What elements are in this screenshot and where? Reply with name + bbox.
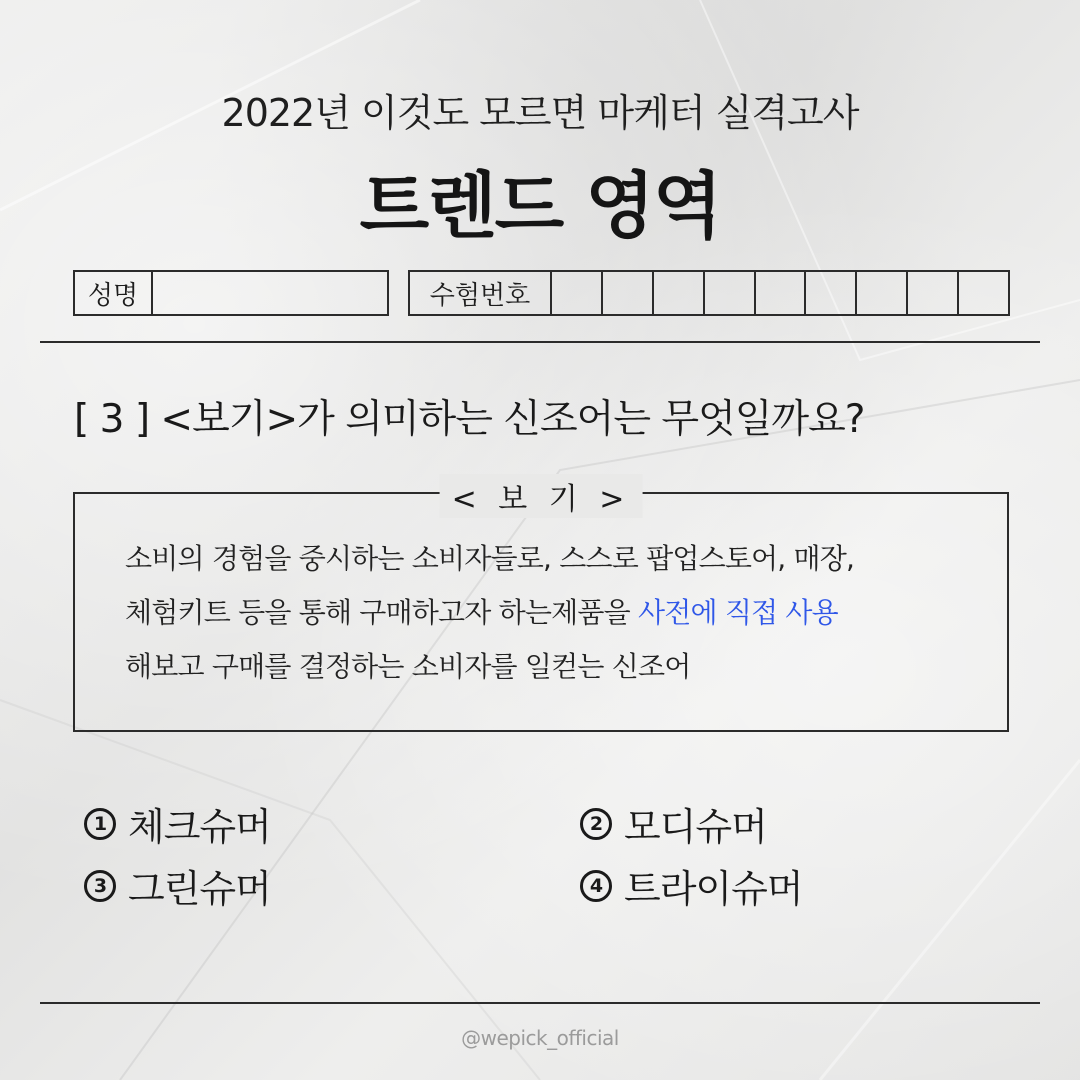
example-box bbox=[73, 482, 1009, 732]
example-highlight: 사전에 직접 사용 bbox=[637, 596, 838, 629]
choice-4[interactable] bbox=[580, 858, 803, 913]
exam-number-label: 수험번호 bbox=[410, 272, 552, 314]
bottom-divider bbox=[40, 1002, 1040, 1004]
question-text: [ 3 ] <보기>가 의미하는 신조어는 무엇일까요? bbox=[74, 397, 865, 442]
circled-number-icon: 3 bbox=[84, 870, 116, 902]
top-divider bbox=[40, 341, 1040, 343]
circled-number-icon: 1 bbox=[84, 808, 116, 840]
watermark: @wepick_official bbox=[461, 1026, 619, 1050]
exam-number-field bbox=[408, 270, 1010, 316]
exam-number-cell bbox=[908, 272, 959, 314]
choice-1[interactable] bbox=[84, 796, 271, 851]
circled-number-icon: 4 bbox=[580, 870, 612, 902]
example-line-3: 해보고 구매를 결정하는 소비자를 일컫는 신조어 bbox=[125, 650, 691, 683]
example-box-text bbox=[125, 532, 975, 694]
exam-number-cell bbox=[959, 272, 1008, 314]
page-subtitle: 2022년 이것도 모르면 마케터 실격고사 bbox=[221, 91, 859, 135]
exam-number-cell bbox=[705, 272, 756, 314]
exam-number-cell bbox=[806, 272, 857, 314]
choice-label: 모디슈머 bbox=[624, 805, 767, 849]
example-box-label: < 보 기 > bbox=[440, 474, 643, 518]
example-line-2-text: 체험키트 등을 통해 구매하고자 하는제품을 bbox=[125, 596, 638, 629]
exam-number-cell bbox=[603, 272, 654, 314]
choice-3[interactable] bbox=[84, 858, 271, 913]
choice-label: 체크슈머 bbox=[128, 805, 271, 849]
exam-number-cell bbox=[756, 272, 807, 314]
name-input-area bbox=[153, 272, 387, 314]
page-title: 트렌드 영역 bbox=[359, 164, 721, 248]
name-field bbox=[73, 270, 389, 316]
circled-number-icon: 2 bbox=[580, 808, 612, 840]
example-line-1: 소비의 경험을 중시하는 소비자들로, 스스로 팝업스토어, 매장, bbox=[125, 542, 855, 575]
choice-2[interactable] bbox=[580, 796, 767, 851]
choice-label: 그린슈머 bbox=[128, 867, 271, 911]
choice-label: 트라이슈머 bbox=[624, 867, 803, 911]
name-label: 성명 bbox=[75, 272, 153, 314]
exam-number-cell bbox=[552, 272, 603, 314]
exam-number-cell bbox=[654, 272, 705, 314]
exam-number-cell bbox=[857, 272, 908, 314]
example-line-2 bbox=[125, 586, 975, 640]
